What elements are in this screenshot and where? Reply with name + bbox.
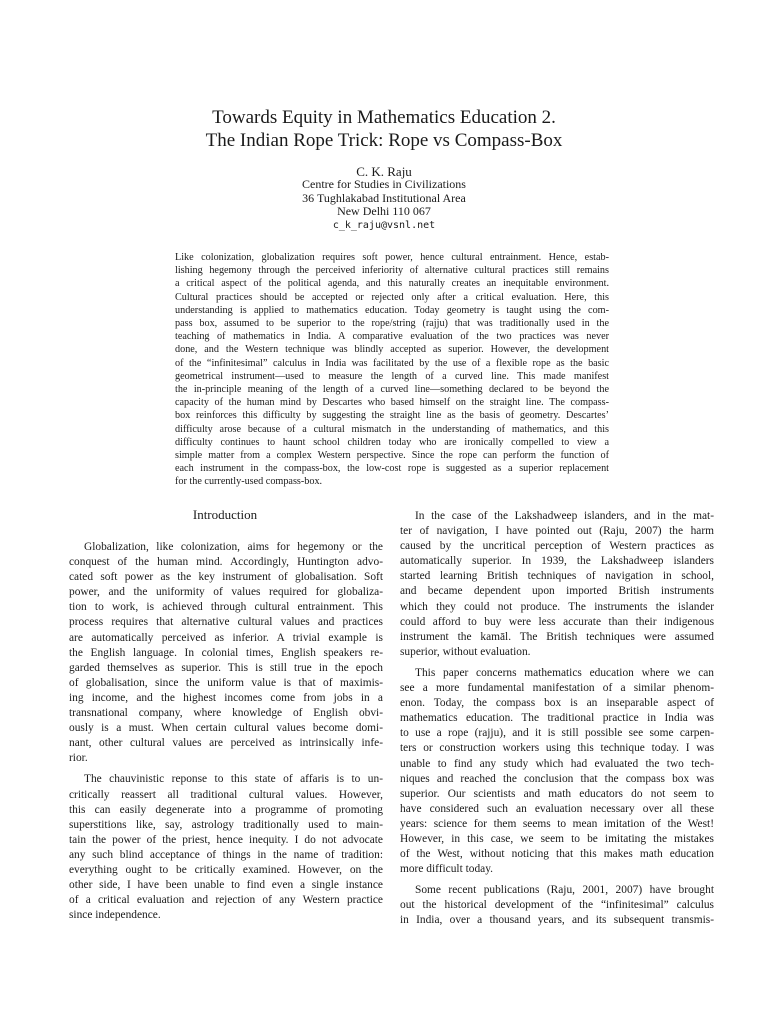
text-line: This paper concerns mathematics education where we can: [415, 666, 714, 679]
text-line: transnational company, where knowledge of English obvi-: [69, 707, 383, 720]
text-line: ously is a must. When certain cultural values become domi-: [69, 722, 383, 735]
text-line: garded themselves as superior. This is still true in the epoch: [69, 661, 383, 674]
text-line: tion to work, is achieved through cultural entrainment. This: [69, 601, 383, 614]
text-line: enon. Today, the compass box is an inseparable aspect of: [400, 697, 714, 710]
text-line: understanding is applied to mathematics education. Today geometry is taught using the com-: [175, 304, 609, 316]
text-line: Globalization, like colonization, aims for hegemony or the: [84, 541, 383, 553]
text-line: box reinforces this difficulty by suggesting the straight line as the basis of geometry. Descartes’: [175, 410, 609, 422]
paragraph: [400, 509, 714, 660]
title-line-1: Towards Equity in Mathematics Education 2.: [212, 107, 556, 128]
text-line: nant, other cultural values are perceived as intrinsically infe-: [69, 737, 383, 750]
text-line: everything ought to be critically examined. However, on the: [69, 863, 383, 876]
paper-title: [0, 106, 768, 152]
text-line: in India, over a thousand years, and its subsequent transmis-: [400, 914, 714, 927]
text-line: pass box, assumed to be superior to the rope/string (rajju) that was traditionally used in the: [175, 318, 609, 330]
text-line: difficulty continues to haunt school children today who are ironically compelled to view a: [175, 436, 609, 448]
text-line: caused by the uncritical perception of Western practices as: [400, 540, 714, 553]
text-line: of the “infinitesimal” calculus in India was facilitated by the use of a flexible rope as the basic: [175, 357, 609, 369]
text-line: and became dependent upon imported British instruments: [400, 585, 714, 598]
text-line: could afford to buy were less accurate than their indigenous: [400, 615, 714, 628]
paragraph: [400, 666, 714, 877]
text-line: conquest of the human mind. Accordingly, Huntington advo-: [69, 556, 383, 569]
text-line: tain the power of the priest, hence inequity. I do not advocate: [69, 833, 383, 846]
text-line: simple matter from a complex Western perspective. Since the rope can perform the function of: [175, 450, 609, 462]
left-column: [69, 540, 383, 929]
text-line: are automatically perceived as inferior. A trivial example is: [69, 631, 383, 644]
text-line: cated soft power as the key instrument of globalisation. Soft: [69, 571, 383, 584]
section-heading: Introduction: [192, 507, 258, 522]
text-line: started learning British techniques of navigation in school,: [400, 570, 714, 583]
text-line: instrument the kamāl. The British techniques were assumed: [400, 630, 714, 643]
text-line: unable to find any study which had evaluated the two tech-: [400, 757, 714, 770]
text-line: of a critical evaluation and rejection of any Western practice: [69, 894, 383, 907]
text-line: critically reassert all traditional cultural values. However,: [69, 788, 383, 801]
text-line: ters or construction workers using this technique today. I was: [400, 742, 714, 755]
text-line: which they could not produce. The instruments the islander: [400, 600, 714, 613]
author-email: c_k_raju@vsnl.net: [332, 219, 436, 231]
paragraph: [69, 540, 383, 766]
text-line: niques and reached the conclusion that the compass box was: [400, 772, 714, 785]
text-line: each instrument in the compass-box, the low-cost rope is suggested as a superior replacement: [175, 463, 609, 475]
text-line: this can easily degenerate into a programme of promoting: [69, 803, 383, 816]
text-line: of globalisation, since the uniform value is that of maximis-: [69, 676, 383, 689]
text-line: superior. Our scientists and math educators do not seem to: [400, 787, 714, 800]
text-line: ter of navigation, I have pointed out (Raju, 2007) the harm: [400, 525, 714, 538]
text-line: have considered such an evaluation necessary over all these: [400, 802, 714, 815]
text-line: Cultural practices should be accepted or rejected only after a critical evaluation. Here, this: [175, 291, 609, 303]
text-line: lishing hegemony through the perceived inferiority of alternative cultural practices still remains: [175, 265, 609, 277]
text-line: done, and the Western technique was blindly accepted as superior. However, the development: [175, 344, 609, 356]
text-line: rior.: [69, 752, 88, 765]
text-line: the in-principle meaning of the length of a curved line—something declared to be beyond the: [175, 384, 609, 396]
text-line: to use a rope (rajju), and it is still possible see some carpen-: [400, 727, 714, 740]
text-line: mathematics education. The traditional practice in India was: [400, 712, 714, 725]
text-line: capacity of the human mind by Descartes who based himself on the straight line. The compass-: [175, 397, 609, 409]
right-column: [400, 509, 714, 935]
text-line: the English language. In colonial times, English speakers re-: [69, 646, 383, 659]
text-line: superior, without evaluation.: [400, 645, 531, 658]
text-line: for the currently-used compass-box.: [175, 476, 323, 488]
text-line: more difficult today.: [400, 863, 493, 876]
text-line: However, in this case, we seem to be imitating the mistakes: [400, 832, 714, 845]
text-line: any such blind acceptance of things in the name of tradition:: [69, 848, 383, 861]
author-affiliation: [0, 178, 768, 232]
text-line: geometrical instrument—used to measure the length of a curved line. This made manifest: [175, 370, 609, 382]
text-line: see a more fundamental manifestation of a similar phenom-: [400, 682, 714, 695]
text-line: out the historical development of the “infinitesimal” calculus: [400, 899, 714, 912]
affiliation-line: 36 Tughlakabad Institutional Area: [302, 190, 466, 205]
affiliation-line: Centre for Studies in Civilizations: [302, 177, 466, 191]
text-line: a critical aspect of the political agenda, and this naturally creates an inequitable environment.: [175, 278, 609, 290]
title-line-2: The Indian Rope Trick: Rope vs Compass-Box: [205, 130, 563, 151]
abstract: [175, 251, 609, 489]
text-line: process requires that alternative cultural values and practices: [69, 616, 383, 629]
text-line: difficulty arose because of a cultural mismatch in the understanding of mathematics, and this: [175, 423, 609, 435]
text-line: since independence.: [69, 909, 161, 922]
text-line: of the West, without noticing that this makes math education: [400, 848, 714, 861]
affiliation-line: New Delhi 110 067: [337, 204, 431, 218]
paragraph: [69, 772, 383, 923]
text-line: ing income, and the highest incomes come from jobs in a: [69, 691, 383, 704]
text-line: power, and the uniformity of values required for globaliza-: [69, 586, 383, 599]
text-line: teaching of mathematics in India. A comparative evaluation of the two practices was never: [175, 331, 609, 343]
text-line: other side, I have been unable to find even a single instance: [69, 879, 383, 892]
text-line: The chauvinistic reponse to this state of affaris is to un-: [84, 773, 383, 786]
paragraph: [400, 883, 714, 928]
text-line: automatically superior. In 1939, the Lakshadweep islanders: [400, 555, 714, 568]
text-line: superstitions like, say, astrology traditionally used to main-: [69, 818, 383, 831]
text-line: Some recent publications (Raju, 2001, 2007) have brought: [415, 884, 714, 897]
text-line: years: science for them seems to mean imitation of the West!: [400, 817, 714, 830]
text-line: In the case of the Lakshadweep islanders, and in the mat-: [415, 510, 714, 522]
author-name: C. K. Raju: [356, 164, 412, 179]
text-line: Like colonization, globalization requires soft power, hence cultural entrainment. Hence, estab-: [175, 252, 609, 263]
